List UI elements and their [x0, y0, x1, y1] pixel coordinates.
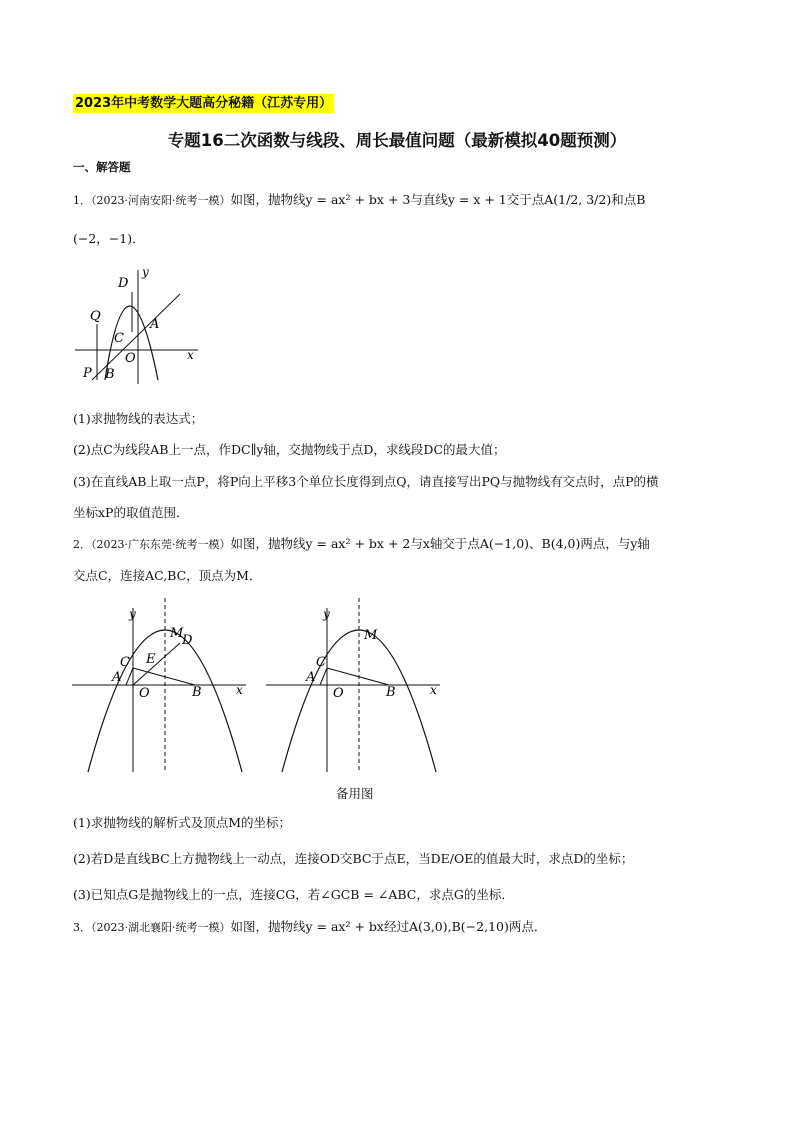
q2-part-3: (3)已知点G是抛物线上的一点，连接CG，若∠GCB = ∠ABC，求点G的坐标．: [73, 887, 514, 902]
q1-label-a: A: [150, 317, 160, 332]
q2b-label-y: y: [323, 607, 330, 621]
q1-part-3-cont: 坐标xP的取值范围．: [73, 505, 189, 520]
q2b-segment-bc: [327, 668, 389, 685]
section-heading: 一、解答题: [73, 160, 131, 174]
q1-source: 1．（2023·河南安阳·统考一模）: [73, 194, 231, 207]
q2-label-y: y: [129, 607, 136, 621]
q2-stem-text: 如图，抛物线y = ax² + bx + 2与x轴交于点A(−1,0)、B(4,0)两点，与y轴: [230, 536, 650, 551]
q3-stem-line-1: [73, 918, 546, 937]
q2-label-b: B: [192, 685, 202, 700]
q1-stem-text: 如图，抛物线y = ax² + bx + 3与直线y = x + 1交于点A(1/2, 3/2)和点B: [230, 192, 646, 207]
q1-stem-line-1: [73, 191, 645, 210]
page-title: 专题16二次函数与线段、周长最值问题（最新模拟40题预测）: [167, 131, 627, 150]
q1-part-2: (2)点C为线段AB上一点，作DC∥y轴，交抛物线于点D，求线段DC的最大值；: [73, 442, 506, 457]
q2-label-a: A: [112, 670, 122, 685]
q2-label-e: E: [146, 652, 156, 667]
q2b-label-x: x: [430, 683, 437, 697]
q2b-label-c: C: [316, 655, 326, 670]
q1-label-q: Q: [90, 309, 101, 324]
q1-part-3: (3)在直线AB上取一点P，将P向上平移3个单位长度得到点Q，请直接写出PQ与抛物线有交点时，点P的横: [73, 474, 659, 489]
q2-figure-caption: 备用图: [336, 786, 374, 801]
q2-label-o: O: [139, 686, 150, 701]
q2-label-m: M: [170, 626, 184, 641]
q2b-segment-ac: [320, 668, 327, 685]
q3-source: 3．（2023·湖北襄阳·统考一模）: [73, 921, 231, 934]
q2-part-1: (1)求抛物线的解析式及顶点M的坐标；: [73, 815, 292, 830]
q1-figure: [70, 262, 205, 387]
q2b-label-m: M: [364, 628, 378, 643]
q1-label-p: P: [83, 366, 92, 381]
q1-label-o: O: [125, 351, 136, 366]
q2b-label-b: B: [386, 685, 396, 700]
q2-part-2: (2)若D是直线BC上方抛物线上一动点，连接OD交BC于点E，当DE/OE的值最大时，求点D的坐标；: [73, 851, 634, 866]
q2b-parabola: [282, 630, 436, 772]
q2-figure-backup: [262, 596, 447, 774]
q2b-label-a: A: [306, 670, 316, 685]
q2-stem-line-2: 交点C，连接AC,BC，顶点为M．: [73, 568, 262, 583]
q2-label-c: C: [120, 655, 130, 670]
q2-label-x: x: [236, 683, 243, 697]
q2-label-d: D: [182, 633, 193, 648]
series-banner: 2023年中考数学大题高分秘籍（江苏专用）: [75, 96, 333, 111]
q1-part-1: (1)求抛物线的表达式；: [73, 411, 204, 426]
q3-stem-text: 如图，抛物线y = ax² + bx经过A(3,0),B(−2,10)两点．: [230, 919, 547, 934]
q1-label-b: B: [105, 367, 115, 382]
q1-label-x: x: [187, 348, 194, 362]
q1-label-y: y: [142, 265, 149, 279]
q1-stem-line-2: (−2，−1)．: [73, 231, 145, 246]
q2-stem-line-1: [73, 535, 650, 554]
q1-label-c: C: [114, 331, 124, 346]
q2-segment-ac: [126, 668, 133, 685]
q1-label-d: D: [118, 276, 129, 291]
q2b-label-o: O: [333, 686, 344, 701]
q2-parabola: [88, 630, 242, 772]
q2-source: 2．（2023·广东东莞·统考一模）: [73, 538, 231, 551]
q2-figure-main: [68, 596, 253, 774]
